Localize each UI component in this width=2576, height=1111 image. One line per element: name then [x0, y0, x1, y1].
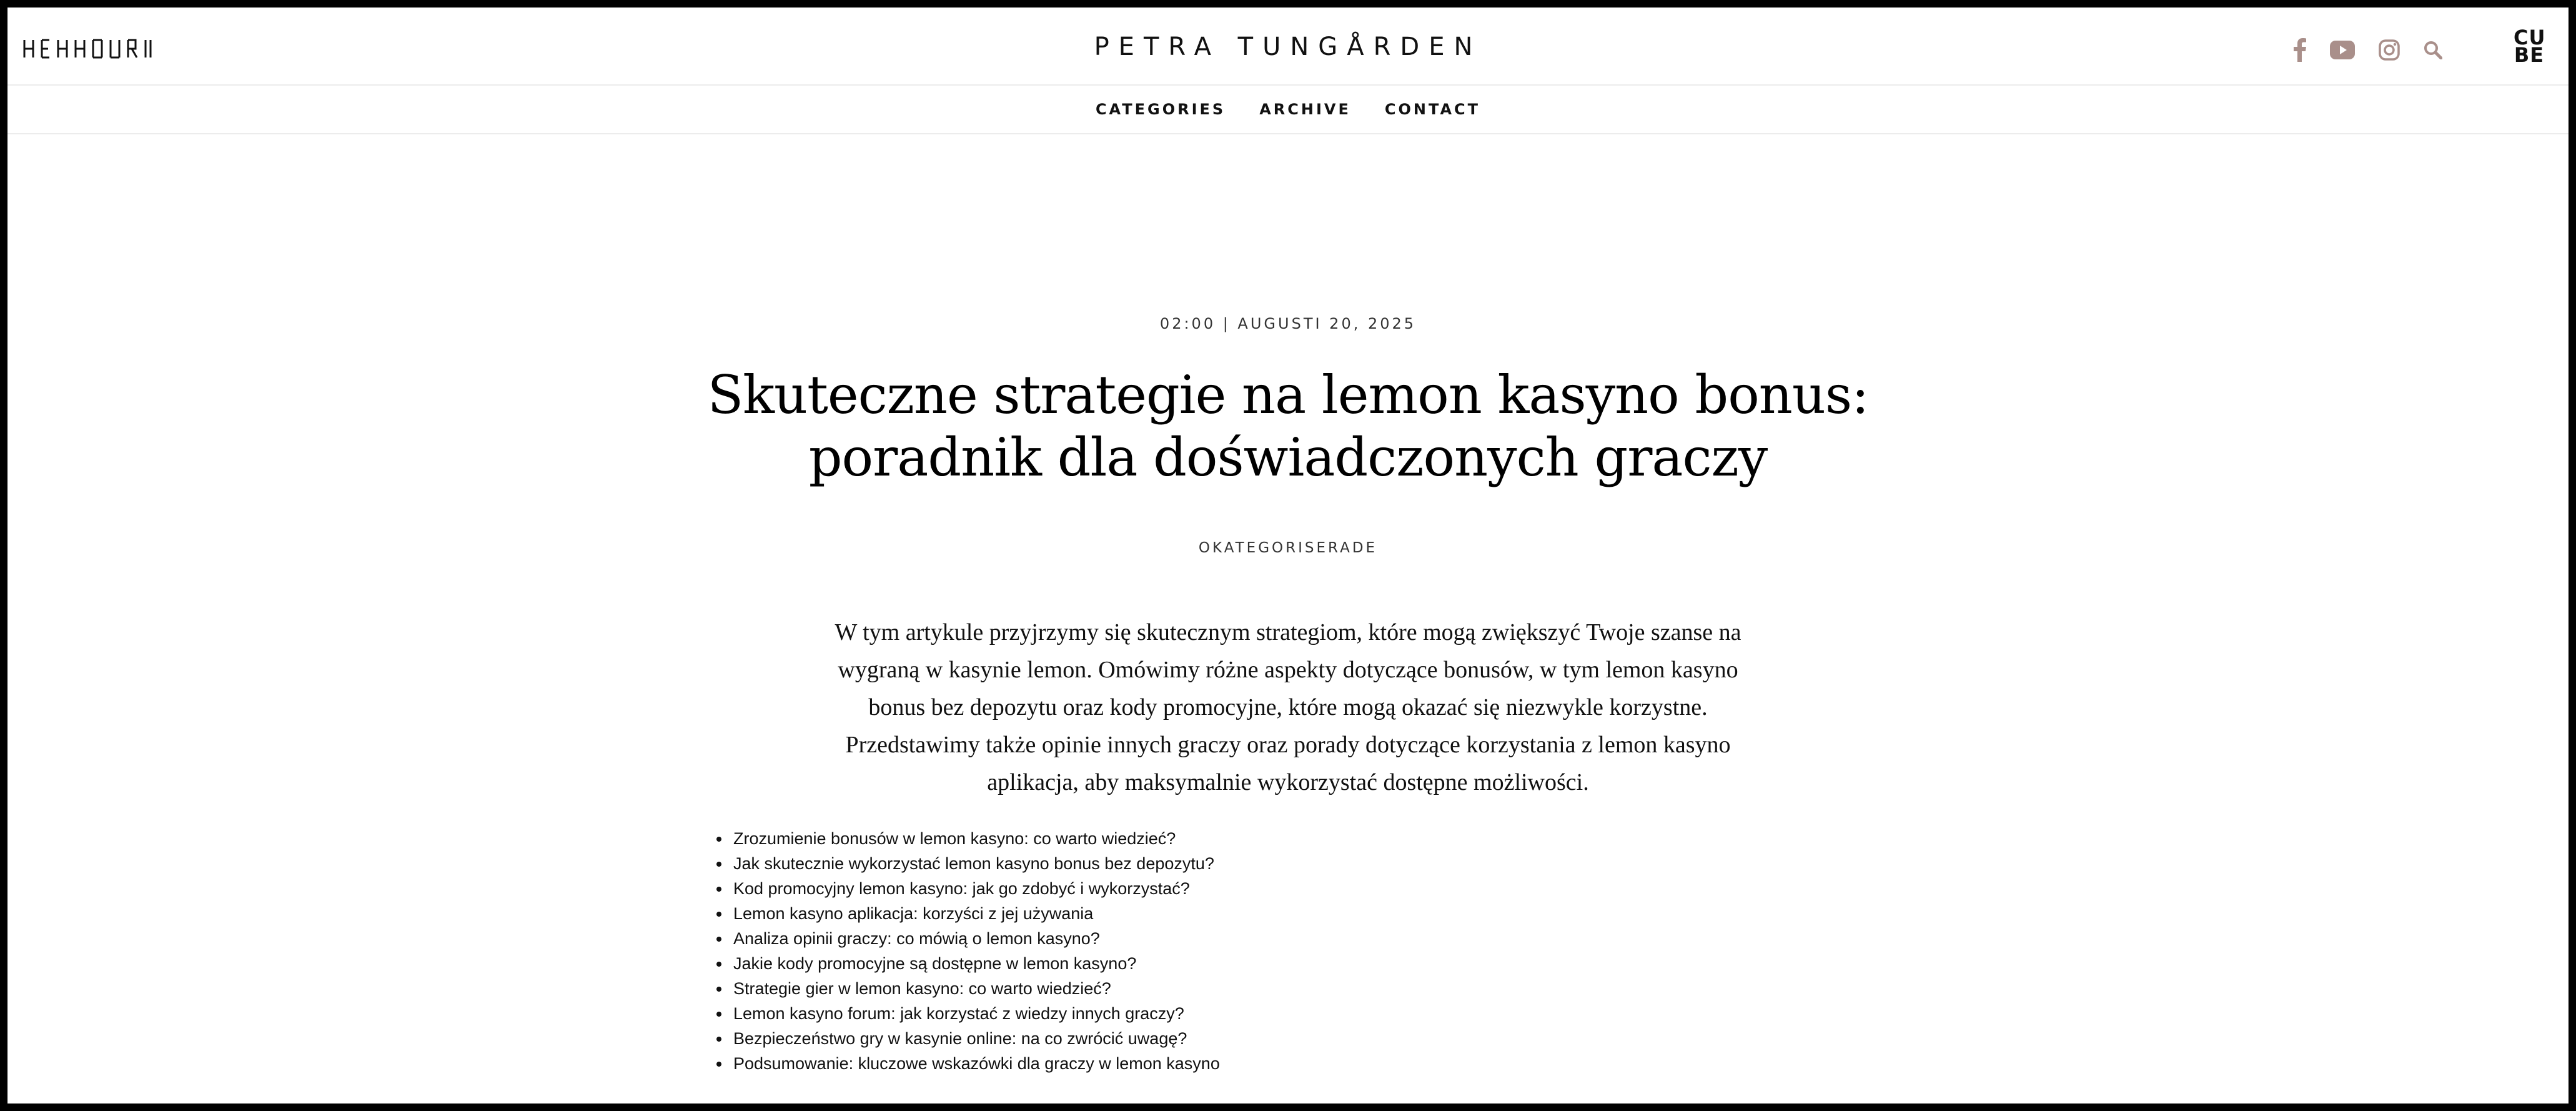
nav-item-categories[interactable]: CATEGORIES — [1095, 101, 1226, 118]
cube-logo-bottom: BE — [2514, 43, 2545, 67]
toc-item[interactable]: • Kod promocyjny lemon kasyno: jak go zdobyć i wykorzystać? — [731, 876, 1220, 901]
instagram-icon[interactable] — [2379, 39, 2400, 61]
toc-item[interactable]: • Strategie gier w lemon kasyno: co warto wiedzieć? — [731, 976, 1220, 1001]
toc-item[interactable]: • Podsumowanie: kluczowe wskazówki dla graczy w lemon kasyno — [731, 1051, 1220, 1076]
cube-logo[interactable] — [2514, 26, 2546, 67]
table-of-contents — [708, 826, 1220, 1076]
nav-item-archive[interactable]: ARCHIVE — [1259, 101, 1351, 118]
facebook-icon[interactable] — [2294, 38, 2306, 62]
social-links — [2294, 31, 2442, 69]
toc-item[interactable]: • Zrozumienie bonusów w lemon kasyno: co warto wiedzieć? — [731, 826, 1220, 851]
header — [7, 7, 2569, 84]
toc-item[interactable]: • Bezpieczeństwo gry w kasynie online: na co zwrócić uwagę? — [731, 1026, 1220, 1051]
youtube-icon[interactable] — [2330, 41, 2355, 59]
main-nav — [7, 84, 2569, 134]
toc-item[interactable]: • Lemon kasyno forum: jak korzystać z wiedzy innych graczy? — [731, 1001, 1220, 1026]
toc-item[interactable]: • Jak skutecznie wykorzystać lemon kasyno bonus bez depozytu? — [731, 851, 1220, 876]
page-frame — [7, 7, 2569, 1104]
toc-item[interactable]: • Jakie kody promocyjne są dostępne w lemon kasyno? — [731, 951, 1220, 976]
post-title: Skuteczne strategie na lemon kasyno bonus: poradnik dla doświadczonych graczy — [707, 364, 1869, 488]
partner-logo-link[interactable] — [23, 36, 152, 61]
partner-logo-icon — [23, 39, 152, 59]
nav-item-contact[interactable]: CONTACT — [1384, 101, 1481, 118]
cube-logo-top: CU — [2514, 26, 2546, 49]
toc-item[interactable]: • Analiza opinii graczy: co mówią o lemon kasyno? — [731, 926, 1220, 951]
post-date: 02:00 | AUGUSTI 20, 2025 — [1159, 315, 1417, 332]
site-title[interactable]: PETRA TUNGÅRDEN — [1094, 32, 1482, 61]
toc-item[interactable]: • Lemon kasyno aplikacja: korzyści z jej używania — [731, 901, 1220, 926]
post-intro: W tym artykule przyjrzymy się skutecznym strategiom, które mogą zwiększyć Twoje szanse na wygraną w kasynie lemon. Omówimy różne aspekty dotyczące bonusów, w tym lemon kasyno bonus bez depozytu oraz kody promocyjne, które mogą okazać się niezwykle korzystne. Przedstawimy także opinie innych graczy oraz porady dotyczące korzystania z lemon kasyno aplikacja, aby maksymalnie wykorzystać dostępne możliwości. — [835, 619, 1741, 795]
post-category[interactable]: OKATEGORISERADE — [1198, 540, 1378, 556]
search-icon[interactable] — [2424, 41, 2442, 59]
